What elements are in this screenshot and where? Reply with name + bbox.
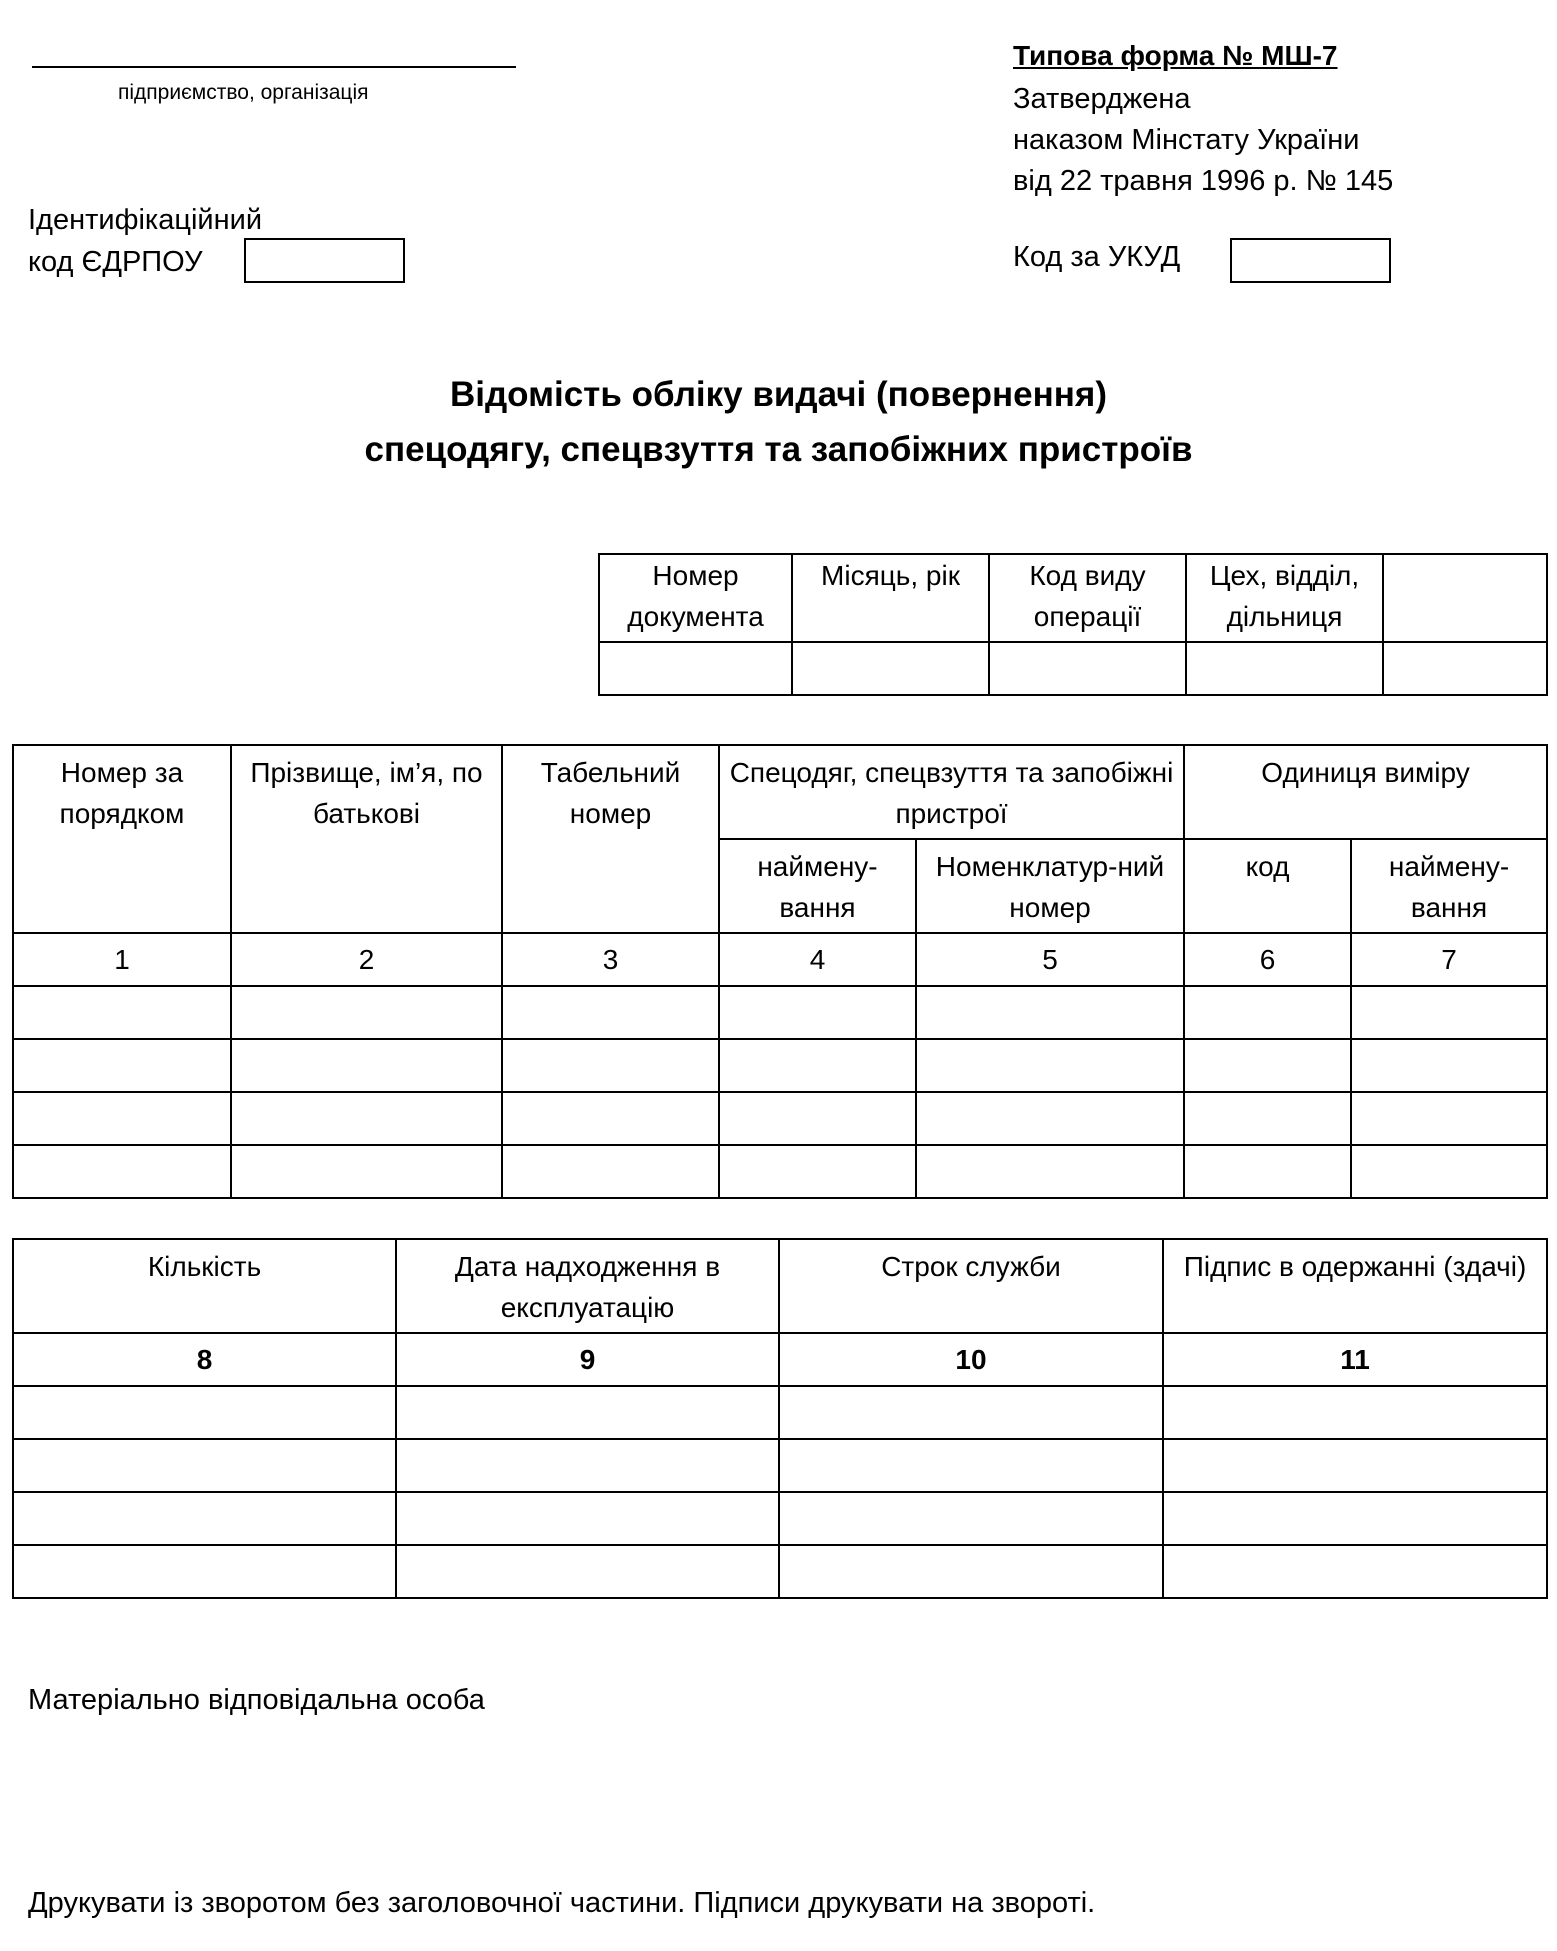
table-cell[interactable] (13, 1039, 231, 1092)
approval-line-2: наказом Мінстату України (1013, 124, 1360, 156)
unit-code-header: код (1184, 839, 1351, 933)
table-cell[interactable] (1184, 1092, 1351, 1145)
table-cell[interactable] (916, 1145, 1184, 1198)
table-cell[interactable] (1351, 986, 1547, 1039)
document-title (0, 367, 1557, 477)
edrpou-label-line-2: код ЄДРПОУ (28, 246, 203, 278)
table-cell[interactable] (916, 986, 1184, 1039)
table-cell[interactable] (1163, 1439, 1547, 1492)
ukud-code-box[interactable] (1230, 238, 1391, 283)
table-cell[interactable] (502, 1039, 719, 1092)
table-cell[interactable] (779, 1386, 1163, 1439)
department-header: Цех, відділ, дільниця (1186, 554, 1383, 642)
table-header-row (13, 745, 1547, 839)
document-title-line-1: Відомість обліку видачі (повернення) (449, 375, 1108, 414)
document-info-table (598, 553, 1548, 696)
form-code: Типова форма № МШ-7 (1013, 40, 1338, 71)
column-number-row (13, 933, 1547, 986)
table-row (13, 1039, 1547, 1092)
issue-records-table (12, 744, 1548, 1199)
table-row (13, 1145, 1547, 1198)
table-row (13, 1386, 1547, 1439)
table-cell[interactable] (779, 1439, 1163, 1492)
table-row (13, 1092, 1547, 1145)
approval-block (1013, 79, 1393, 202)
blank-cell[interactable] (1383, 642, 1547, 695)
table-cell[interactable] (502, 986, 719, 1039)
column-number: 2 (231, 933, 502, 986)
table-cell[interactable] (396, 1386, 779, 1439)
nomenclature-number-header: Номенклатур-ний номер (916, 839, 1184, 933)
approval-line-3: від 22 травня 1996 р. № 145 (1013, 165, 1394, 197)
quantity-header-row (13, 1239, 1547, 1333)
doc-number-cell[interactable] (599, 642, 792, 695)
table-cell[interactable] (502, 1145, 719, 1198)
service-life-header: Строк служби (779, 1239, 1163, 1333)
edrpou-code-box[interactable] (244, 238, 405, 283)
table-cell[interactable] (1351, 1145, 1547, 1198)
table-cell[interactable] (1351, 1039, 1547, 1092)
department-cell[interactable] (1186, 642, 1383, 695)
table-row (13, 986, 1547, 1039)
document-title-line-2: спецодягу, спецвзуття та запобіжних пристроїв (364, 430, 1193, 469)
table-cell[interactable] (1163, 1545, 1547, 1598)
specwear-group-header: Спецодяг, спецвзуття та запобіжні пристрої (719, 745, 1184, 839)
table-cell[interactable] (13, 1386, 396, 1439)
table-row (13, 1439, 1547, 1492)
table-cell[interactable] (231, 986, 502, 1039)
personnel-number-header: Табельний номер (502, 745, 719, 933)
table-row (13, 1492, 1547, 1545)
table-row (13, 1545, 1547, 1598)
signature-header: Підпис в одержанні (здачі) (1163, 1239, 1547, 1333)
operation-code-header: Код виду операції (989, 554, 1186, 642)
column-number: 3 (502, 933, 719, 986)
month-year-header: Місяць, рік (792, 554, 989, 642)
serial-number-header: Номер за порядком (13, 745, 231, 933)
organization-caption: підприємство, організація (118, 81, 369, 104)
table-cell[interactable] (396, 1492, 779, 1545)
document-info-header-row (599, 554, 1547, 642)
table-cell[interactable] (719, 1145, 916, 1198)
edrpou-label (28, 199, 262, 283)
unit-group-header: Одиниця виміру (1184, 745, 1547, 839)
table-cell[interactable] (396, 1439, 779, 1492)
column-number: 7 (1351, 933, 1547, 986)
table-cell[interactable] (13, 1439, 396, 1492)
table-cell[interactable] (1184, 1145, 1351, 1198)
table-cell[interactable] (719, 1092, 916, 1145)
table-cell[interactable] (502, 1092, 719, 1145)
month-year-cell[interactable] (792, 642, 989, 695)
full-name-header: Прізвище, ім’я, по батькові (231, 745, 502, 933)
table-cell[interactable] (13, 1145, 231, 1198)
print-instructions: Друкувати із зворотом без заголовочної частини. Підписи друкувати на звороті. (28, 1887, 1096, 1919)
item-name-header: наймену-вання (719, 839, 916, 933)
table-cell[interactable] (1351, 1092, 1547, 1145)
column-number: 8 (13, 1333, 396, 1386)
table-cell[interactable] (13, 1545, 396, 1598)
commissioning-date-header: Дата надходження в експлуатацію (396, 1239, 779, 1333)
organization-name-line (32, 66, 516, 68)
column-number: 4 (719, 933, 916, 986)
quantity-table (12, 1238, 1548, 1599)
column-number: 6 (1184, 933, 1351, 986)
table-cell[interactable] (719, 1039, 916, 1092)
document-info-input-row (599, 642, 1547, 695)
table-cell[interactable] (1184, 986, 1351, 1039)
edrpou-label-line-1: Ідентифікаційний (28, 204, 263, 236)
column-number-row (13, 1333, 1547, 1386)
table-cell[interactable] (1184, 1039, 1351, 1092)
table-cell[interactable] (231, 1092, 502, 1145)
table-cell[interactable] (779, 1492, 1163, 1545)
table-cell[interactable] (13, 1492, 396, 1545)
column-number: 5 (916, 933, 1184, 986)
column-number: 1 (13, 933, 231, 986)
table-cell[interactable] (13, 986, 231, 1039)
responsible-person-label: Матеріально відповідальна особа (28, 1684, 485, 1716)
approval-line-1: Затверджена (1013, 83, 1191, 115)
doc-number-header: Номер документа (599, 554, 792, 642)
table-cell[interactable] (916, 1092, 1184, 1145)
quantity-header: Кількість (13, 1239, 396, 1333)
table-cell[interactable] (1163, 1492, 1547, 1545)
ukud-label: Код за УКУД (1013, 241, 1181, 273)
column-number: 11 (1163, 1333, 1547, 1386)
table-cell[interactable] (916, 1039, 1184, 1092)
unit-name-header: наймену-вання (1351, 839, 1547, 933)
table-cell[interactable] (396, 1545, 779, 1598)
table-cell[interactable] (719, 986, 916, 1039)
table-cell[interactable] (231, 1145, 502, 1198)
operation-code-cell[interactable] (989, 642, 1186, 695)
blank-header (1383, 554, 1547, 642)
table-cell[interactable] (1163, 1386, 1547, 1439)
table-cell[interactable] (231, 1039, 502, 1092)
column-number: 9 (396, 1333, 779, 1386)
column-number: 10 (779, 1333, 1163, 1386)
table-cell[interactable] (779, 1545, 1163, 1598)
table-cell[interactable] (13, 1092, 231, 1145)
